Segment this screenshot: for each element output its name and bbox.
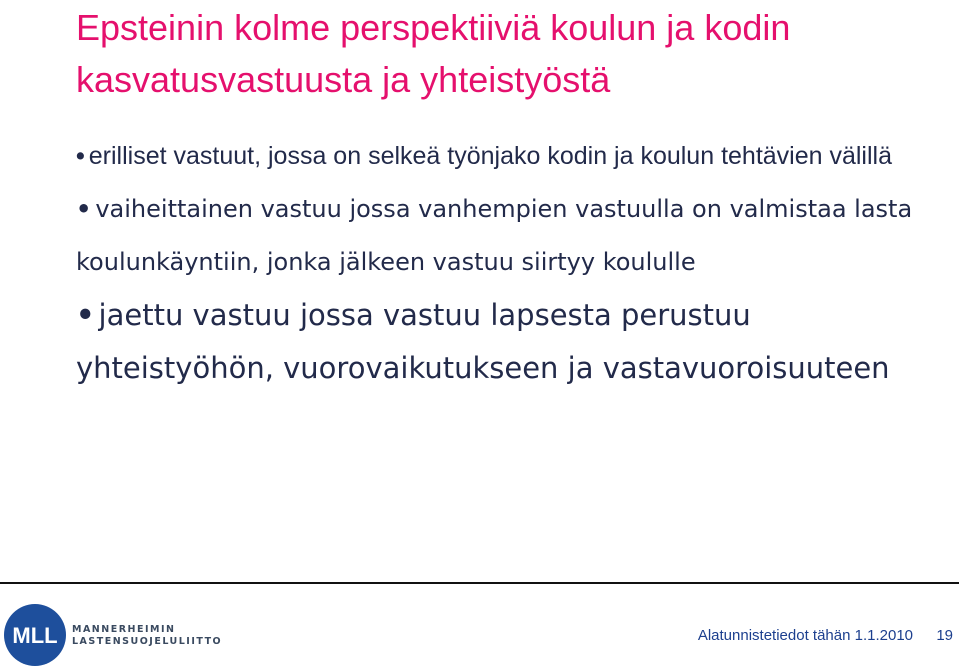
slide-title: Epsteinin kolme perspektiiviä koulun ja kodin kasvatusvastuusta ja yhteistyöstä — [76, 7, 791, 100]
logo-line-1: MANNERHEIMIN — [72, 624, 176, 635]
footer-divider — [0, 582, 959, 584]
footer-text: Alatunnistetiedot tähän 1.1.2010 — [697, 627, 913, 644]
bullet-icon: • — [76, 195, 92, 223]
page-number: 19 — [936, 627, 953, 644]
logo-wordmark — [72, 624, 222, 648]
bullet-item — [76, 289, 946, 395]
logo-mark-text: MLL — [12, 623, 58, 648]
bullet-list — [76, 130, 946, 395]
bullet-text: jaettu vastuu jossa vastuu lapsesta perustuu yhteistyöhön, vuorovaikutukseen ja vastavuoroisuuteen — [76, 298, 890, 385]
mll-logo-icon — [4, 604, 66, 666]
bullet-item — [76, 130, 946, 183]
bullet-item — [76, 183, 946, 289]
bullet-text: vaiheittainen vastuu jossa vanhempien vastuulla on valmistaa lasta koulunkäyntiin, jonka jälkeen vastuu siirtyy koululle — [76, 195, 913, 276]
logo-line-2: LASTENSUOJELULIITTO — [72, 636, 223, 647]
bullet-text: erilliset vastuut, jossa on selkeä työnjako kodin ja koulun tehtävien välillä — [88, 142, 893, 170]
bullet-icon: • — [76, 142, 85, 170]
mll-logo — [4, 604, 223, 666]
bullet-icon: • — [76, 298, 95, 332]
